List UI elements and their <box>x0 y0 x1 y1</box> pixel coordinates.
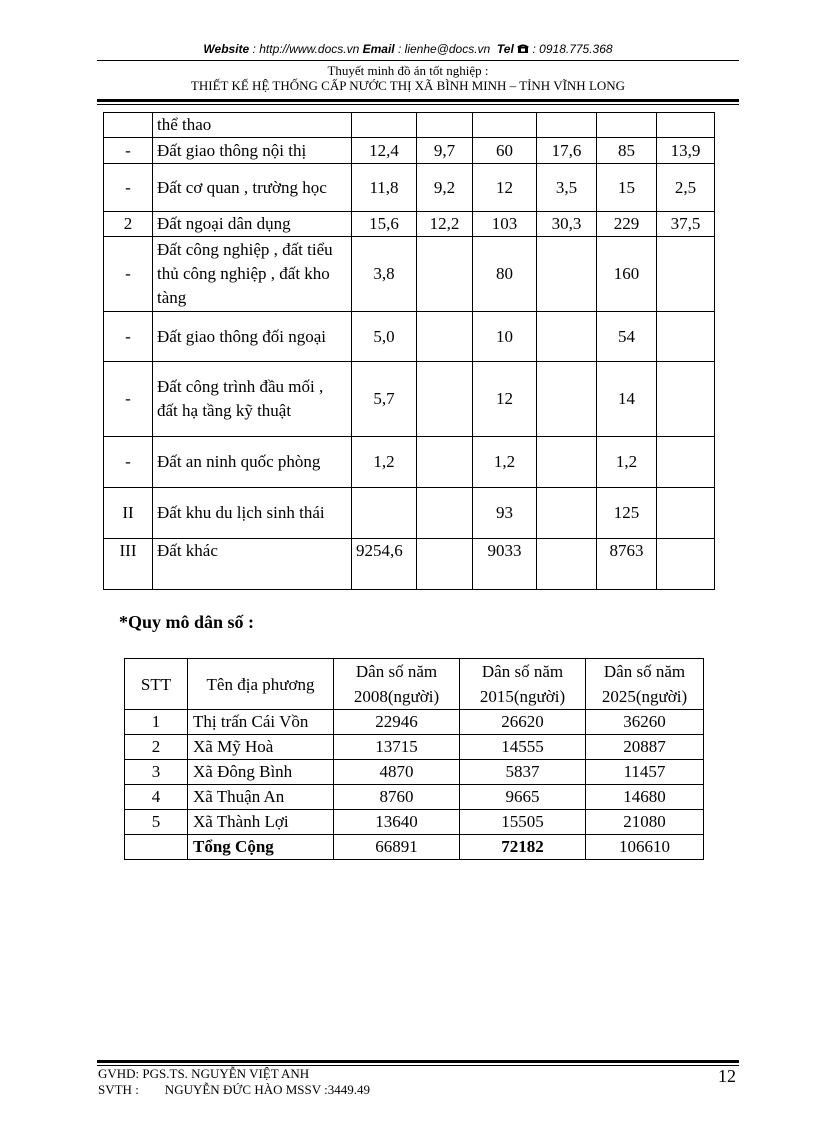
population-2008: 8760 <box>334 785 460 810</box>
land-row-name: Đất giao thông đối ngoại <box>153 312 352 362</box>
land-row-value: 3,8 <box>352 237 417 312</box>
population-stt: 4 <box>125 785 188 810</box>
land-row-name: Đất ngoại dân dụng <box>153 212 352 237</box>
footer-thick-rule <box>97 1060 739 1063</box>
tel-label: Tel <box>496 42 514 56</box>
land-row <box>104 362 715 437</box>
land-row-stt: - <box>104 237 153 312</box>
land-row-value: 37,5 <box>657 212 715 237</box>
land-row-name: Đất cơ quan , trường học <box>153 164 352 212</box>
land-row <box>104 164 715 212</box>
population-2008: 4870 <box>334 760 460 785</box>
land-row <box>104 138 715 164</box>
population-stt: 5 <box>125 810 188 835</box>
header-2025: Dân số năm 2025(người) <box>586 659 704 710</box>
land-row-stt: - <box>104 138 153 164</box>
land-row-value: 80 <box>473 237 537 312</box>
land-row-value: 9254,6 <box>352 539 417 590</box>
tel-number: 0918.775.368 <box>539 42 613 56</box>
land-row-value <box>657 113 715 138</box>
land-row-value <box>473 113 537 138</box>
land-row-value <box>657 362 715 437</box>
population-2025: 11457 <box>586 760 704 785</box>
land-row-value: 125 <box>597 488 657 539</box>
land-use-table <box>103 112 715 590</box>
land-row-value: 85 <box>597 138 657 164</box>
land-row-value <box>657 539 715 590</box>
population-2008: 22946 <box>334 710 460 735</box>
land-row-name: Đất khác <box>153 539 352 590</box>
land-row-value: 15 <box>597 164 657 212</box>
population-row <box>125 785 704 810</box>
website-label: Website <box>203 42 250 56</box>
email-label: Email <box>362 42 395 56</box>
land-row-value <box>597 113 657 138</box>
land-row-value <box>417 237 473 312</box>
total-row <box>125 835 704 860</box>
phone-icon <box>517 43 529 54</box>
population-table <box>124 658 704 860</box>
land-row <box>104 488 715 539</box>
land-row-value <box>352 113 417 138</box>
population-2015: 14555 <box>460 735 586 760</box>
land-row-value <box>537 237 597 312</box>
land-row-value: 11,8 <box>352 164 417 212</box>
population-2025: 21080 <box>586 810 704 835</box>
land-row-value <box>537 488 597 539</box>
land-row-value <box>417 312 473 362</box>
land-row-value <box>657 237 715 312</box>
header-stt: STT <box>125 659 188 710</box>
website-header: Website : http://www.docs.vn Email : lienhe@docs.vn Tel : 0918.775.368 <box>203 42 613 56</box>
population-locality: Thị trấn Cái Vồn <box>188 710 334 735</box>
land-row-value <box>537 539 597 590</box>
land-row-value: 9,2 <box>417 164 473 212</box>
total-2015: 72182 <box>460 835 586 860</box>
land-row-stt: - <box>104 362 153 437</box>
land-row-stt: - <box>104 437 153 488</box>
population-2025: 14680 <box>586 785 704 810</box>
section-title: *Quy mô dân số : <box>119 612 255 632</box>
header-locality: Tên địa phương <box>188 659 334 710</box>
land-row-value: 12 <box>473 164 537 212</box>
population-locality: Xã Thuận An <box>188 785 334 810</box>
land-row-value: 229 <box>597 212 657 237</box>
land-row <box>104 437 715 488</box>
population-row <box>125 810 704 835</box>
land-row-value: 8763 <box>597 539 657 590</box>
population-row <box>125 760 704 785</box>
student-line: SVTH : NGUYỄN ĐỨC HÀO MSSV :3449.49 <box>98 1082 371 1097</box>
population-row <box>125 710 704 735</box>
land-row-value: 30,3 <box>537 212 597 237</box>
land-row <box>104 312 715 362</box>
land-row-stt: 2 <box>104 212 153 237</box>
advisor-line: GVHD: PGS.TS. NGUYỄN VIỆT ANH <box>98 1066 310 1081</box>
land-row-value: 103 <box>473 212 537 237</box>
land-row-value <box>417 113 473 138</box>
land-row-stt: III <box>104 539 153 590</box>
land-row-value: 2,5 <box>657 164 715 212</box>
land-row-value: 13,9 <box>657 138 715 164</box>
population-2015: 26620 <box>460 710 586 735</box>
population-2025: 20887 <box>586 735 704 760</box>
header-subtitle <box>0 63 816 93</box>
header-thin-rule <box>97 104 739 105</box>
doc-type: Thuyết minh đồ án tốt nghiệp : <box>327 63 489 78</box>
land-row-name: Đất công nghiệp , đất tiểu thủ công nghiệp , đất kho tàng <box>153 237 352 312</box>
land-row-stt <box>104 113 153 138</box>
population-2025: 36260 <box>586 710 704 735</box>
land-row-value: 17,6 <box>537 138 597 164</box>
land-row-stt: - <box>104 164 153 212</box>
population-header-row <box>125 659 704 710</box>
land-row <box>104 237 715 312</box>
land-row-name: Đất an ninh quốc phòng <box>153 437 352 488</box>
land-row <box>104 212 715 237</box>
land-row-value: 3,5 <box>537 164 597 212</box>
page-number: 12 <box>718 1066 736 1086</box>
land-row-value: 1,2 <box>473 437 537 488</box>
header-thick-rule <box>97 99 739 102</box>
land-row-value <box>537 113 597 138</box>
land-row-value: 60 <box>473 138 537 164</box>
header-2008: Dân số năm 2008(người) <box>334 659 460 710</box>
email-address[interactable]: lienhe@docs.vn <box>404 42 491 56</box>
total-label: Tổng Cộng <box>188 835 334 860</box>
land-row-value <box>537 312 597 362</box>
population-2015: 5837 <box>460 760 586 785</box>
land-row-value <box>657 312 715 362</box>
land-row-value <box>537 437 597 488</box>
land-row-value: 15,6 <box>352 212 417 237</box>
land-row <box>104 113 715 138</box>
population-2015: 15505 <box>460 810 586 835</box>
land-row-value: 12,2 <box>417 212 473 237</box>
population-row <box>125 735 704 760</box>
land-row-value <box>417 539 473 590</box>
land-row-name: Đất khu du lịch sinh thái <box>153 488 352 539</box>
land-row-name: Đất công trình đầu mối , đất hạ tầng kỹ thuật <box>153 362 352 437</box>
total-2008: 66891 <box>334 835 460 860</box>
land-row-value: 1,2 <box>597 437 657 488</box>
population-stt: 1 <box>125 710 188 735</box>
land-row-value <box>417 437 473 488</box>
land-row-value: 160 <box>597 237 657 312</box>
land-row-stt: - <box>104 312 153 362</box>
land-row-stt: II <box>104 488 153 539</box>
land-row-value <box>537 362 597 437</box>
land-row-value: 10 <box>473 312 537 362</box>
population-2008: 13715 <box>334 735 460 760</box>
website-url[interactable]: http://www.docs.vn <box>259 42 360 56</box>
header-2015: Dân số năm 2015(người) <box>460 659 586 710</box>
land-row-value <box>352 488 417 539</box>
land-row-value: 5,7 <box>352 362 417 437</box>
total-stt <box>125 835 188 860</box>
population-locality: Xã Thành Lợi <box>188 810 334 835</box>
land-row-value <box>657 488 715 539</box>
population-2008: 13640 <box>334 810 460 835</box>
land-row-value: 14 <box>597 362 657 437</box>
land-row-value <box>417 362 473 437</box>
land-row-value <box>417 488 473 539</box>
land-row-value: 93 <box>473 488 537 539</box>
land-row-value <box>657 437 715 488</box>
land-row-name: thể thao <box>153 113 352 138</box>
population-stt: 2 <box>125 735 188 760</box>
header-rule <box>97 60 739 61</box>
total-2025: 106610 <box>586 835 704 860</box>
population-locality: Xã Đông Bình <box>188 760 334 785</box>
land-row-value: 1,2 <box>352 437 417 488</box>
land-row-value: 54 <box>597 312 657 362</box>
land-row <box>104 539 715 590</box>
population-2015: 9665 <box>460 785 586 810</box>
project-title: THIẾT KẾ HỆ THỐNG CẤP NƯỚC THỊ XÃ BÌNH MINH – TỈNH VĨNH LONG <box>190 78 626 93</box>
population-locality: Xã Mỹ Hoà <box>188 735 334 760</box>
population-stt: 3 <box>125 760 188 785</box>
land-row-value: 12,4 <box>352 138 417 164</box>
land-row-value: 12 <box>473 362 537 437</box>
land-row-value: 9,7 <box>417 138 473 164</box>
land-row-name: Đất giao thông nội thị <box>153 138 352 164</box>
land-row-value: 9033 <box>473 539 537 590</box>
land-row-value: 5,0 <box>352 312 417 362</box>
